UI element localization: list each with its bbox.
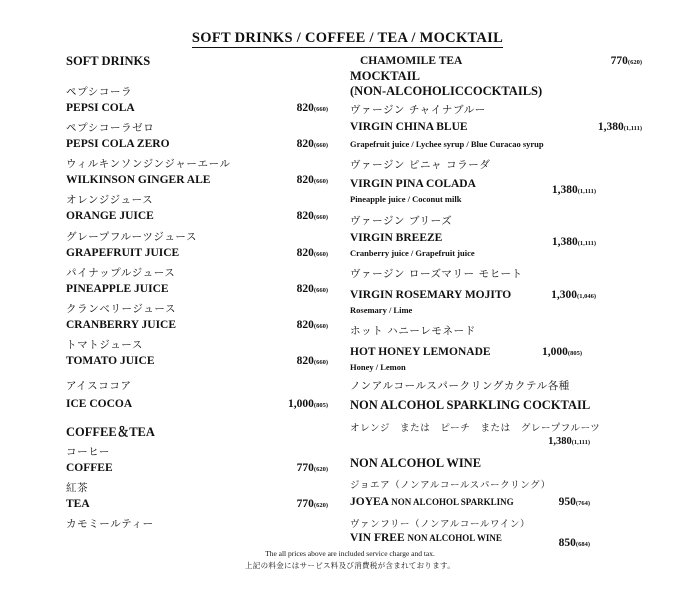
item-name: VIRGIN PINA COLADA xyxy=(350,178,476,190)
footer-note-en: The all prices above are included service charge and tax. xyxy=(265,549,435,558)
item-jp-name: ヴァージン ローズマリー モヒート xyxy=(350,268,523,280)
footer-note xyxy=(220,548,480,572)
item-name: PINEAPPLE JUICE xyxy=(66,283,169,295)
item-description: Pineapple juice / Coconut milk xyxy=(350,194,462,204)
item-name: TEA xyxy=(66,498,90,510)
item-name: ICE COCOA xyxy=(66,398,133,410)
item-description: Cranberry juice / Grapefruit juice xyxy=(350,248,475,258)
item-price: 820(660) xyxy=(296,210,328,222)
coffee-tea-heading: COFFEE＆TEA xyxy=(66,425,155,439)
item-name: GRAPEFRUIT JUICE xyxy=(66,247,180,259)
item-price: 1,380(1,111) xyxy=(597,121,642,133)
item-name: TOMATO JUICE xyxy=(66,355,155,367)
item-name: WILKINSON GINGER ALE xyxy=(66,174,211,186)
item-description: Honey / Lemon xyxy=(350,362,406,372)
item-name: PEPSI COLA ZERO xyxy=(66,138,170,150)
item-name: JOYEA NON ALCOHOL SPARKLING xyxy=(350,496,514,508)
item-name: ORANGE JUICE xyxy=(66,210,154,222)
item-name: HOT HONEY LEMONADE xyxy=(350,346,491,358)
item-price: 770(620) xyxy=(296,462,328,474)
item-name: COFFEE xyxy=(66,462,113,474)
soft-drinks-heading: SOFT DRINKS xyxy=(66,54,151,68)
item-jp-name: ヴァンフリー（ノンアルコールワイン） xyxy=(350,519,531,530)
item-jp-name: アイスココア xyxy=(66,380,132,392)
item-price: 850(684) xyxy=(558,537,590,549)
item-description: Grapefruit juice / Lychee syrup / Blue Curacao syrup xyxy=(350,139,544,149)
item-name: CRANBERRY JUICE xyxy=(66,319,177,331)
item-jp-name: ヴァージン チャイナブルー xyxy=(350,104,486,116)
item-name: VIN FREE NON ALCOHOL WINE xyxy=(350,532,502,544)
item-price: 1,380(1,111) xyxy=(551,184,596,196)
item-jp-name: コーヒー xyxy=(66,446,110,458)
item-jp-name: クランベリージュース xyxy=(66,303,177,315)
item-jp-name: ヴァージン ピニャ コラーダ xyxy=(350,159,491,171)
item-jp-name: トマトジュース xyxy=(66,339,143,351)
chamomile-jp-name: カモミールティー xyxy=(66,518,154,530)
item-price: 950(764) xyxy=(558,496,590,508)
item-jp-name: ウィルキンソンジンジャーエール xyxy=(66,158,231,170)
item-jp-name: グレープフルーツジュース xyxy=(66,231,198,243)
item-jp-name: ヴァージン ブリーズ xyxy=(350,215,453,227)
item-description: Rosemary / Lime xyxy=(350,305,413,315)
item-price: 1,000(805) xyxy=(542,346,582,358)
item-jp-name: ホット ハニーレモネード xyxy=(350,325,476,337)
item-jp-name: ペプシコーラゼロ xyxy=(66,122,155,134)
item-price: 820(660) xyxy=(296,247,328,259)
item-name: VIRGIN BREEZE xyxy=(350,232,443,244)
item-jp-name: パイナップルジュース xyxy=(66,267,176,279)
item-price: 1,380(1,111) xyxy=(551,236,596,248)
item-jp-name: 紅茶 xyxy=(66,482,89,494)
footer-note-jp: 上記の料金にはサービス料及び消費税が含まれております。 xyxy=(245,561,455,570)
mocktail-subheading: (NON-ALCOHOLICCOCKTAILS) xyxy=(350,84,543,98)
item-jp-name: オレンジジュース xyxy=(66,194,154,206)
item-name: VIRGIN ROSEMARY MOJITO xyxy=(350,289,512,301)
item-name: PEPSI COLA xyxy=(66,102,135,114)
item-name: CHAMOMILE TEA xyxy=(360,55,463,67)
item-price: 770(620) xyxy=(610,55,642,67)
wine-heading: NON ALCOHOL WINE xyxy=(350,456,482,470)
sparkling-options: オレンジ または ピーチ または グレープフルーツ xyxy=(350,423,601,434)
item-price: 820(660) xyxy=(296,319,328,331)
sparkling-price: 1,380(1,111) xyxy=(548,436,590,447)
item-price: 820(660) xyxy=(296,102,328,114)
sparkling-jp-heading: ノンアルコールスパークリングカクテル各種 xyxy=(350,380,570,392)
item-jp-name: ペプシコーラ xyxy=(66,86,133,98)
item-price: 820(660) xyxy=(296,283,328,295)
item-price: 1,300(1,046) xyxy=(551,289,596,301)
item-price: 1,000(805) xyxy=(288,398,328,410)
item-name: VIRGIN CHINA BLUE xyxy=(350,121,468,133)
item-price: 770(620) xyxy=(296,498,328,510)
item-price: 820(660) xyxy=(296,174,328,186)
item-price: 820(660) xyxy=(296,355,328,367)
item-jp-name: ジョエア（ノンアルコールスパークリング） xyxy=(350,480,551,491)
item-price: 820(660) xyxy=(296,138,328,150)
sparkling-heading: NON ALCOHOL SPARKLING COCKTAIL xyxy=(350,398,591,412)
mocktail-heading: MOCKTAIL xyxy=(350,69,420,83)
page-title: SOFT DRINKS / COFFEE / TEA / MOCKTAIL xyxy=(191,30,504,46)
